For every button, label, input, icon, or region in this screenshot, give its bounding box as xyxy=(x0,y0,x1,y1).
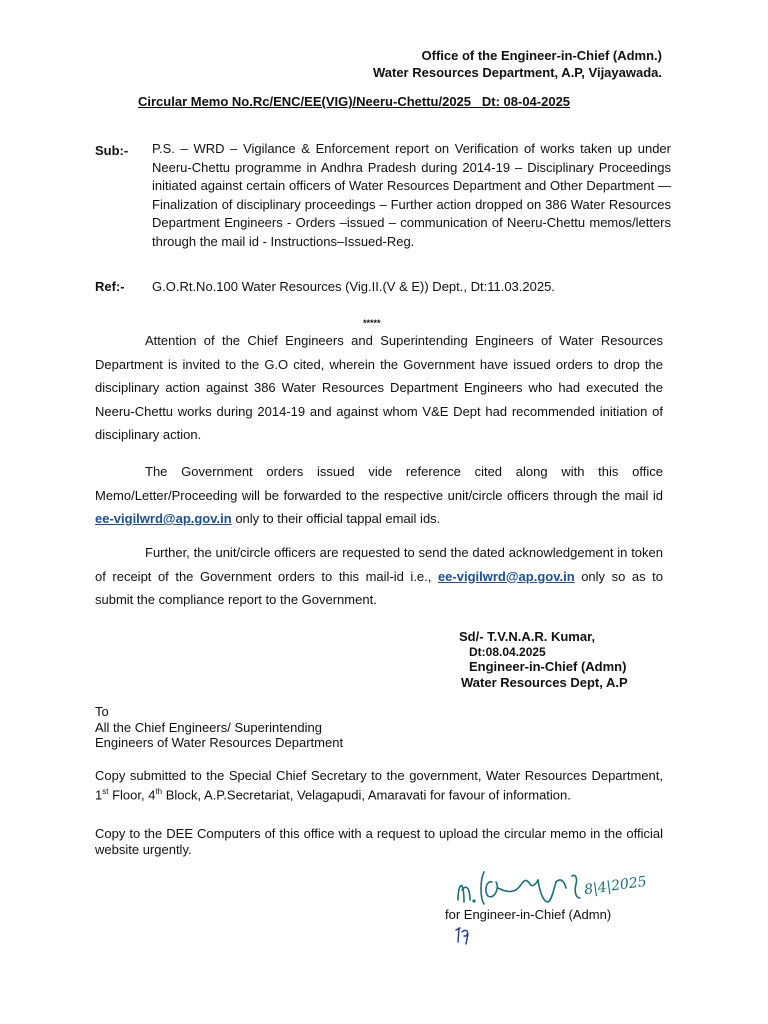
signatory-name: Sd/- T.V.N.A.R. Kumar, xyxy=(459,629,596,644)
office-header xyxy=(373,47,662,81)
memo-title xyxy=(138,94,570,109)
body-paragraph-3 xyxy=(95,541,663,612)
memo-date: Dt: 08-04-2025 xyxy=(481,94,571,109)
email-link-2[interactable]: ee-vigilwrd@ap.gov.in xyxy=(437,568,575,584)
signatory-designation: Engineer-in-Chief (Admn) xyxy=(469,659,627,674)
addressee-block xyxy=(95,704,343,751)
paragraph-3-text-end: only so as to submit the compliance report to the Government. xyxy=(95,568,663,607)
reference-text: G.O.Rt.No.100 Water Resources (Vig.II.(V & E)) Dept., Dt:11.03.2025. xyxy=(152,279,555,294)
email-link-1[interactable]: ee-vigilwrd@ap.gov.in xyxy=(95,511,232,526)
copy-1-sup-2: th xyxy=(155,786,163,796)
office-line-1: Office of the Engineer-in-Chief (Admn.) xyxy=(421,48,662,63)
addressee-line-2: Engineers of Water Resources Department xyxy=(95,735,344,750)
paragraph-2-text-end: only to their official tappal email ids. xyxy=(235,511,441,526)
copy-1-text-c: Block, A.P.Secretariat, Velagapudi, Amaravati for favour of information. xyxy=(162,786,571,802)
paragraph-2-text-start: The Government orders issued vide reference cited along with this office Memo/Letter/Proceeding will be forwarded to the respective unit/circle officers through the mail id xyxy=(95,464,663,503)
handwritten-date: 8|4|2025 xyxy=(583,873,648,899)
copy-note-1 xyxy=(95,768,663,802)
to-label: To xyxy=(95,704,109,719)
separator-stars: ***** xyxy=(363,318,381,328)
body-paragraph-2 xyxy=(95,460,663,531)
office-line-2: Water Resources Department, A.P, Vijayawada. xyxy=(372,65,662,80)
subject-text: P.S. – WRD – Vigilance & Enforcement report on Verification of works taken up under Neeru-Chettu programme in Andhra Pradesh during 2014-19 – Disciplinary Proceedings initiated against certain officers of Water Resources Department and Other Department — Finalization of disciplinary proceedings – Further action dropped on 386 Water Resources Department Engineers - Orders –issued – communication of Neeru-Chettu memos/letters through the mail id - Instructions–Issued-Reg. xyxy=(152,141,671,249)
reference-label: Ref:- xyxy=(95,279,125,294)
copy-note-2: Copy to the DEE Computers of this office with a request to upload the circular memo in the official website urgently. xyxy=(95,826,663,857)
signature-date: Dt:08.04.2025 xyxy=(469,645,546,659)
subject-label: Sub:- xyxy=(95,143,129,158)
memo-number: Circular Memo No.Rc/ENC/EE(VIG)/Neeru-Chettu/2025 xyxy=(138,94,472,109)
copy-1-text-a: Copy submitted to the Special Chief Secretary to the government, Water Resources Department, 1 xyxy=(95,768,663,802)
copy-1-text-b: Floor, 4 xyxy=(108,786,156,802)
initials-mark xyxy=(452,924,476,946)
paragraph-1-text: Attention of the Chief Engineers and Superintending Engineers of Water Resources Department is invited to the G.O cited, wherein the Government have issued orders to drop the disciplinary action against 386 Water Resources Department Engineers who had executed the Neeru-Chettu works during 2014-19 and against whom V&E Dept had recommended initiation of disciplinary action. xyxy=(95,333,663,442)
body-paragraph-1 xyxy=(95,329,663,447)
copy-1-sup-1: st xyxy=(102,786,109,796)
paragraph-3-text-start: Further, the unit/circle officers are requested to send the dated acknowledgement in token of receipt of the Government orders to this mail-id i.e., xyxy=(95,545,663,584)
signatory-department: Water Resources Dept, A.P xyxy=(461,675,628,690)
for-engineer-in-chief: for Engineer-in-Chief (Admn) xyxy=(445,907,612,922)
addressee-line-1: All the Chief Engineers/ Superintending xyxy=(95,719,322,735)
